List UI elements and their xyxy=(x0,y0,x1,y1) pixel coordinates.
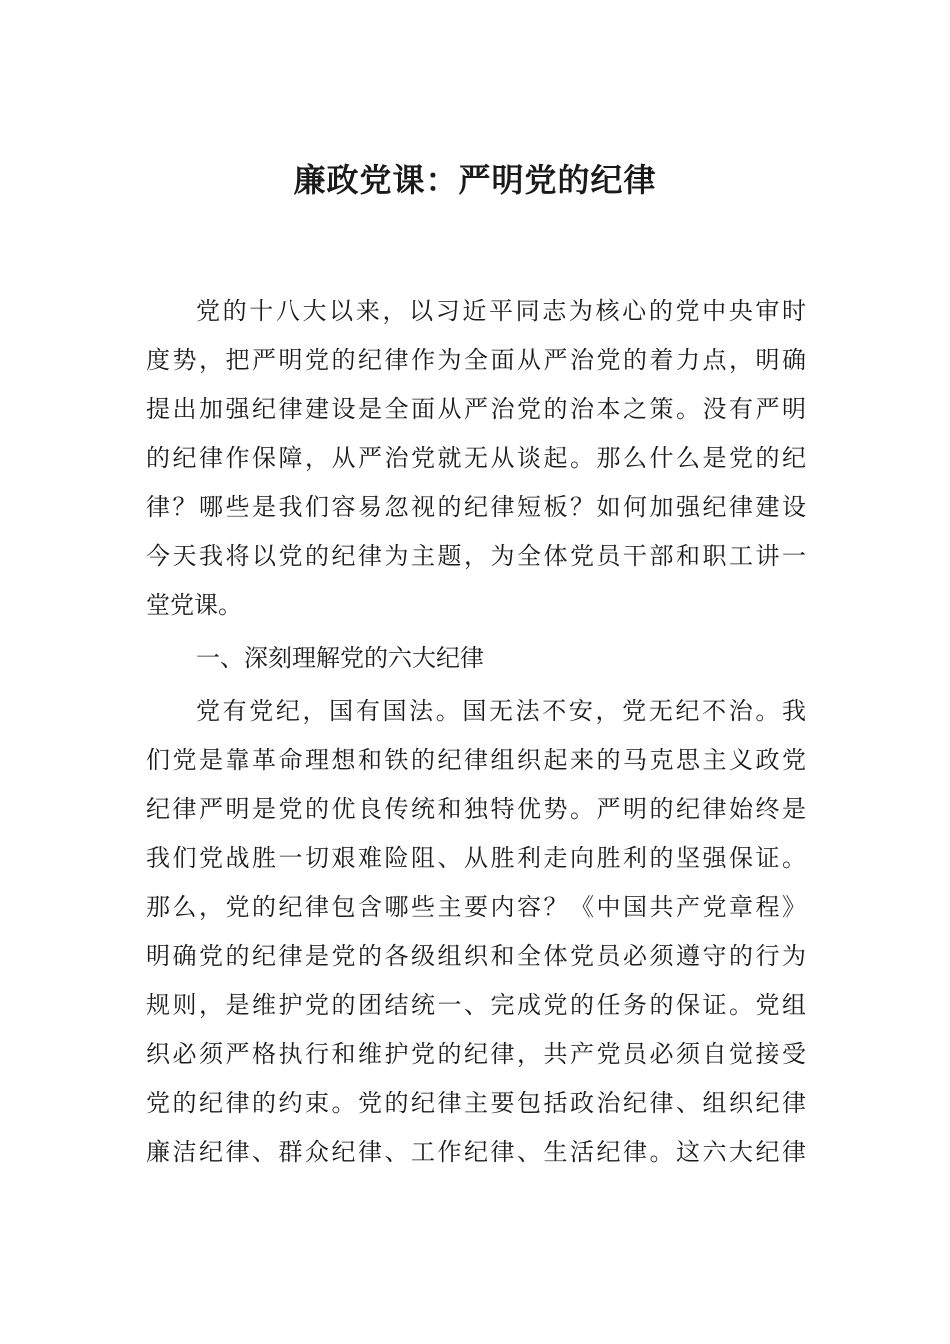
paragraph-line: 明确党的纪律是党的各级组织和全体党员必须遵守的行为 xyxy=(146,942,806,970)
paragraph-line: 规则，是维护党的团结统一、完成党的任务的保证。党组 xyxy=(146,991,806,1019)
paragraph-line: 党有党纪，国有国法。国无法不安，党无纪不治。我 xyxy=(196,697,806,725)
paragraph-line: 律？哪些是我们容易忽视的纪律短板？如何加强纪律建设 xyxy=(146,493,806,521)
paragraph-line: 织必须严格执行和维护党的纪律，共产党员必须自觉接受 xyxy=(146,1040,806,1068)
paragraph-line: 度势，把严明党的纪律作为全面从严治党的着力点，明确 xyxy=(146,346,806,374)
paragraph-line: 提出加强纪律建设是全面从严治党的治本之策。没有严明 xyxy=(146,395,806,423)
paragraph-line: 廉洁纪律、群众纪律、工作纪律、生活纪律。这六大纪律 xyxy=(146,1138,806,1166)
paragraph-line: 堂党课。 xyxy=(146,591,242,619)
paragraph-line: 的纪律作保障，从严治党就无从谈起。那么什么是党的纪 xyxy=(146,444,806,472)
paragraph-line: 那么，党的纪律包含哪些主要内容？《中国共产党章程》 xyxy=(146,893,806,921)
document-title: 廉政党课：严明党的纪律 xyxy=(293,161,657,199)
paragraph-line: 们党是靠革命理想和铁的纪律组织起来的马克思主义政党 xyxy=(146,746,806,774)
paragraph-line: 纪律严明是党的优良传统和独特优势。严明的纪律始终是 xyxy=(146,795,806,823)
section-heading: 一、深刻理解党的六大纪律 xyxy=(196,644,484,672)
paragraph-line: 我们党战胜一切艰难险阻、从胜利走向胜利的坚强保证。 xyxy=(146,844,806,872)
paragraph-line: 党的十八大以来，以习近平同志为核心的党中央审时 xyxy=(196,297,806,325)
paragraph-line: 党的纪律的约束。党的纪律主要包括政治纪律、组织纪律 xyxy=(146,1089,806,1117)
paragraph-line: 今天我将以党的纪律为主题，为全体党员干部和职工讲一 xyxy=(146,542,806,570)
